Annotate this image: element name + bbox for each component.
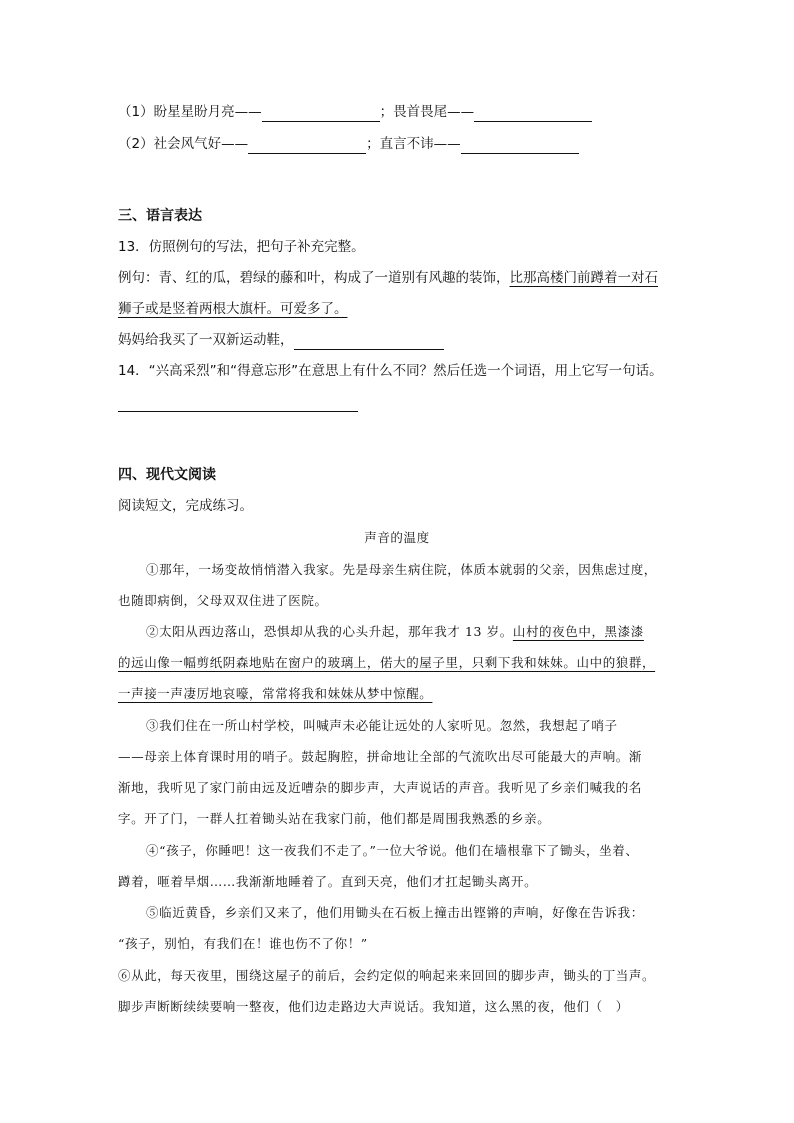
answer-blank[interactable] [118,397,358,412]
example-underlined: 比那高楼门前蹲着一对石 [509,270,658,286]
idiom-question-2 [118,134,579,154]
paragraph-text: ②太阳从西边落山，恐惧却从我的心头升起，那年我才 13 岁。 [146,624,513,639]
paragraph-line: ①那年，一场变故悄悄潜入我家。先是母亲生病住院，体质本就弱的父亲，因焦虑过度， [146,562,657,577]
fill-prompt [118,330,444,350]
idiom-1-label: （1）盼星星盼月亮—— [118,104,262,120]
paragraph-line: 字。开了门，一群人扛着锄头站在我家门前，他们都是周围我熟悉的乡亲。 [118,811,551,826]
paragraph-line: ③我们住在一所山村学校，叫喊声未必能让远处的人家听见。忽然，我想起了哨子 [146,718,618,733]
paragraph-line: 一声接一声凄厉地哀嚎，常常将我和妹妹从梦中惊醒。 [118,686,433,701]
paragraph-line: ⑥从此，每天夜里，围绕这屋子的前后，会约定似的响起来来回回的脚步声，锄头的丁当声。 [118,968,656,983]
example-sentence [118,268,658,288]
example-underlined-cont: 狮子或是竖着两根大旗杆。可爱多了。 [118,301,348,317]
answer-blank[interactable] [248,139,366,154]
paragraph-line: ④“孩子，你睡吧！这一夜我们不走了。”一位大爷说。他们在墙根靠下了锄头，坐着、 [146,843,639,858]
prompt-text: 妈妈给我买了一双新运动鞋， [118,332,294,348]
paragraph-line [146,622,644,642]
answer-blank[interactable] [461,139,579,154]
section-3-title: 三、语言表达 [118,208,202,224]
idiom-question-1 [118,102,592,122]
paragraph-line: “孩子，别怕，有我们在！谁也伤不了你！” [118,936,368,951]
idiom-1-sep: ；畏首畏尾—— [379,104,475,120]
paragraph-line: 脚步声断断续续要响一整夜，他们边走路边大声说话。我知道，这么黑的夜，他们（ ） [118,999,629,1014]
answer-blank[interactable] [474,107,592,122]
answer-blank[interactable] [294,335,444,350]
question-14: 14．“兴高采烈”和“得意忘形”在意思上有什么不同？然后任选一个词语，用上它写一句话。 [118,363,663,379]
section-4-title: 四、现代文阅读 [118,467,216,483]
story-title: 声音的温度 [364,530,430,545]
paragraph-line: 蹲着，咂着旱烟……我渐渐地睡着了。直到天亮，他们才扛起锄头离开。 [118,874,538,889]
question-13: 13．仿照例句的写法，把句子补充完整。 [118,239,365,255]
underlined-text: 山村的夜色中，黑漆漆 [512,624,644,639]
paragraph-line: 也随即病倒，父母双双住进了医院。 [118,593,328,608]
idiom-2-label: （2）社会风气好—— [118,136,249,152]
q14-answer-line [118,392,358,412]
paragraph-line: ⑤临近黄昏，乡亲们又来了，他们用锄头在石板上撞击出铿锵的声响，好像在告诉我： [146,905,644,920]
paragraph-line: ——母亲上体育课时用的哨子。鼓起胸腔，拼命地让全部的气流吹出尽可能最大的声响。渐 [118,749,643,764]
reading-instruction: 阅读短文，完成练习。 [118,498,253,514]
paragraph-line: 的远山像一幅剪纸阴森地贴在窗户的玻璃上，偌大的屋子里，只剩下我和妹妹。山中的狼群， [118,655,656,670]
idiom-2-sep: ；直言不讳—— [366,136,461,152]
paragraph-line: 渐地，我听见了家门前由远及近嘈杂的脚步声，大声说话的声音。我听见了乡亲们喊我的名 [118,780,643,795]
example-plain: 例句：青、红的瓜，碧绿的藤和叶，构成了一道别有风趣的装饰， [118,270,510,286]
answer-blank[interactable] [262,107,380,122]
